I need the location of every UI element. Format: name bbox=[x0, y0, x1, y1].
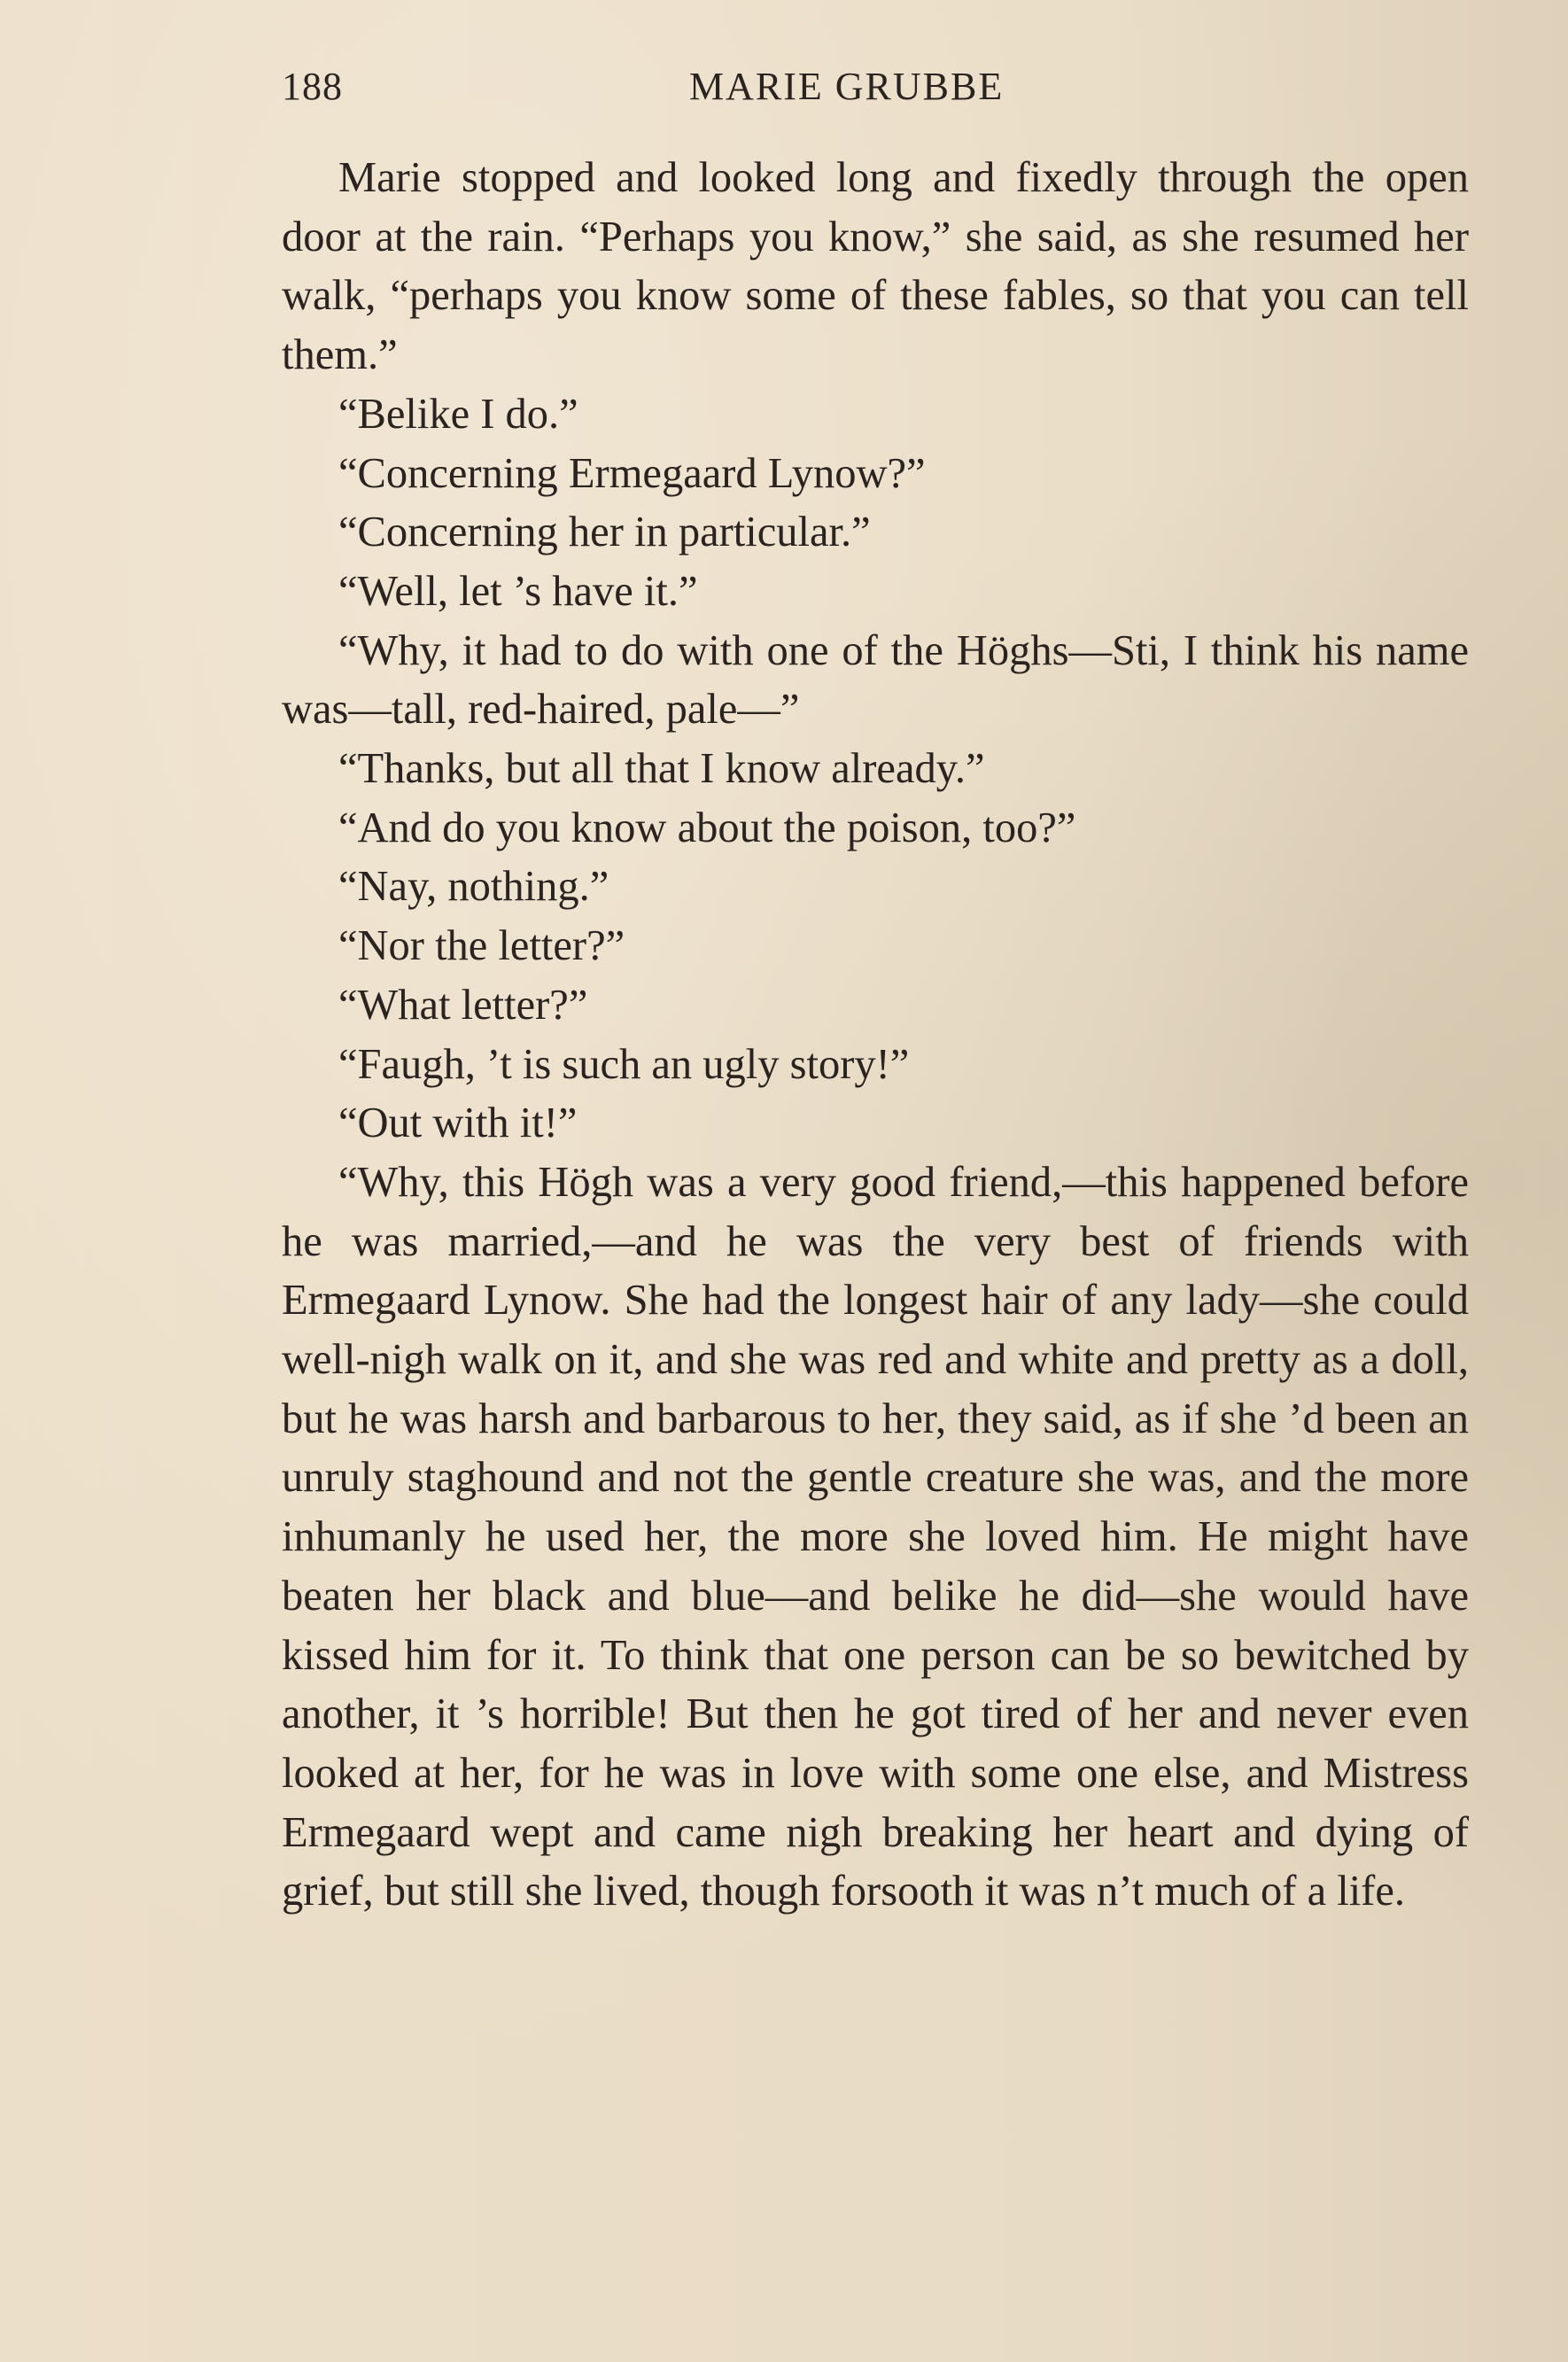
paragraph: “Nor the letter?” bbox=[338, 922, 625, 970]
paragraph: “Concerning her in particular.” bbox=[338, 509, 871, 556]
paragraph: “Well, let ’s have it.” bbox=[338, 567, 698, 615]
paragraph: “Belike I do.” bbox=[338, 390, 578, 438]
page-number: 188 bbox=[282, 65, 343, 108]
paragraph: “Why, it had to do with one of the Höghs—Sti, I think his name was—tall, red-haired, pale—” bbox=[282, 626, 1469, 734]
paragraph: “And do you know about the poison, too?” bbox=[338, 804, 1076, 851]
running-title: MARIE GRUBBE bbox=[689, 65, 1005, 108]
paragraph: “Concerning Ermegaard Lynow?” bbox=[338, 449, 926, 497]
paragraph: “Nay, nothing.” bbox=[338, 863, 609, 911]
paragraph: “Faugh, ’t is such an ugly story!” bbox=[338, 1040, 910, 1088]
paragraph: “Thanks, but all that I know already.” bbox=[338, 745, 985, 793]
page-header bbox=[282, 64, 1469, 120]
paragraph: “What letter?” bbox=[338, 981, 588, 1029]
body-text bbox=[282, 149, 1469, 1922]
paragraph: “Out with it!” bbox=[338, 1099, 578, 1147]
paragraph: Marie stopped and looked long and fixedly through the open door at the rain. “Perhaps you know,” she said, as she resumed her walk, “perhaps you know some of these fables, so that you can tell them.” bbox=[282, 154, 1469, 379]
paragraph: “Why, this Högh was a very good friend,—this happened before he was married,—and he was the very best of friends with Ermegaard Lynow. She had the longest hair of any lady—she could well-nigh walk on it, and she was red and white and pretty as a doll, but he was harsh and barbarous to her, they said, as if she ’d been an unruly staghound and not the gentle creature she was, and the more inhumanly he used her, the more she loved him. He might have beaten her black and blue—and belike he did—she would have kissed him for it. To think that one person can be so bewitched by another, it ’s horrible! But then he got tired of her and never even looked at her, for he was in love with some one else, and Mistress Ermegaard wept and came nigh breaking her heart and dying of grief, but still she lived, though forsooth it was n’t much of a life. bbox=[282, 1158, 1469, 1915]
